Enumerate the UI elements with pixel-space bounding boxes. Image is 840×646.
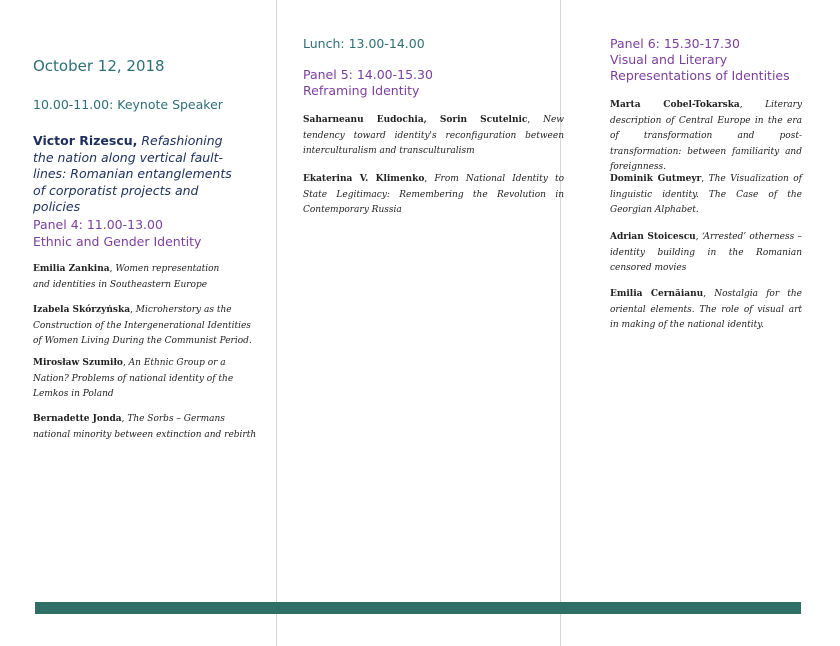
panel-6-title-line-1: Visual and Literary [610, 52, 728, 67]
entry: Izabela Skórzyńska, Microherstory as the Construction of the Intergenerational Identities of Women Living During the Communist Period. [33, 305, 252, 346]
entry-author: Dominik Gutmeyr [610, 174, 702, 184]
lunch-time: Lunch: 13.00-14.00 [303, 36, 425, 51]
footer-bar [35, 602, 801, 614]
panel-6-time: Panel 6: 15.30-17.30 [610, 36, 740, 51]
entry-author: Emilia Zankina [33, 264, 110, 274]
entry-title: From National Identity to State Legitimacy: Remembering the Revolution in Contemporary Russia [303, 174, 564, 215]
fold-line-left [276, 0, 277, 646]
entry-author: Marta Cobel-Tokarska [610, 100, 740, 110]
entry-title: Microherstory as the Construction of the Intergenerational Identities of Women Living During the Communist Period. [33, 305, 252, 346]
entry: Emilia Cernăianu, Nostalgia for the oriental elements. The role of visual art in making of the national identity. [610, 289, 802, 330]
entry-title: ‘Arrested’ otherness – identity building in the Romanian censored movies [610, 232, 802, 273]
keynote-block [33, 133, 243, 216]
panel-6-title-line-2: Representations of Identities [610, 68, 790, 83]
entry: Saharneanu Eudochia, Sorin Scutelnic, New tendency toward identity's reconfiguration between interculturalism and transculturalism [303, 115, 564, 156]
panel-4-time: Panel 4: 11.00-13.00 [33, 217, 163, 232]
entry: Dominik Gutmeyr, The Visualization of linguistic identity. The Case of the Georgian Alphabet. [610, 174, 802, 215]
entry-title: New tendency toward identity's reconfiguration between interculturalism and transculturalism [303, 115, 564, 156]
entry: Bernadette Jonda, The Sorbs – Germans national minority between extinction and rebirth [33, 414, 257, 440]
entry-author: Saharneanu Eudochia, Sorin Scutelnic [303, 115, 528, 125]
entry-author: Izabela Skórzyńska [33, 305, 131, 315]
entry-title: Nostalgia for the oriental elements. The role of visual art in making of the national identity. [610, 289, 802, 330]
keynote-speaker: Victor Rizescu, [33, 133, 138, 148]
entry-title: An Ethnic Group or a Nation? Problems of national identity of the Lemkos in Poland [33, 358, 234, 399]
entry: Emilia Zankina, Women representation and identities in Southeastern Europe [33, 264, 220, 290]
fold-line-right [560, 0, 561, 646]
panel-5-title: Reframing Identity [303, 83, 420, 98]
entry-title: The Visualization of linguistic identity. The Case of the Georgian Alphabet. [610, 174, 802, 215]
entry: Ekaterina V. Klimenko, From National Identity to State Legitimacy: Remembering the Revolution in Contemporary Russia [303, 174, 564, 215]
entry-author: Bernadette Jonda [33, 414, 122, 424]
entry: Mirosław Szumiło, An Ethnic Group or a Nation? Problems of national identity of the Lemkos in Poland [33, 358, 234, 399]
entry-author: Adrian Stoicescu [610, 232, 696, 242]
date-heading: October 12, 2018 [33, 57, 165, 75]
entry-author: Emilia Cernăianu [610, 289, 704, 299]
entry-author: Ekaterina V. Klimenko [303, 174, 425, 184]
entry-author: Mirosław Szumiło [33, 358, 123, 368]
entry: Marta Cobel-Tokarska, Literary description of Central Europe in the era of transformation and post-transformation: between familiarity and foreignness. [610, 100, 802, 172]
keynote-title: Refashioning the nation along vertical fault-lines: Romanian entanglements of corporatist projects and policies [33, 133, 232, 214]
keynote-time: 10.00-11.00: Keynote Speaker [33, 97, 223, 112]
panel-4-title: Ethnic and Gender Identity [33, 234, 202, 249]
entry: Adrian Stoicescu, ‘Arrested’ otherness – identity building in the Romanian censored movies [610, 232, 802, 273]
entry-title: The Sorbs – Germans national minority between extinction and rebirth [33, 414, 257, 440]
entry-title: Women representation and identities in Southeastern Europe [33, 264, 220, 290]
entry-title: Literary description of Central Europe in the era of transformation and post-transformation: between familiarity and foreignness. [610, 100, 802, 172]
panel-5-time: Panel 5: 14.00-15.30 [303, 67, 433, 82]
